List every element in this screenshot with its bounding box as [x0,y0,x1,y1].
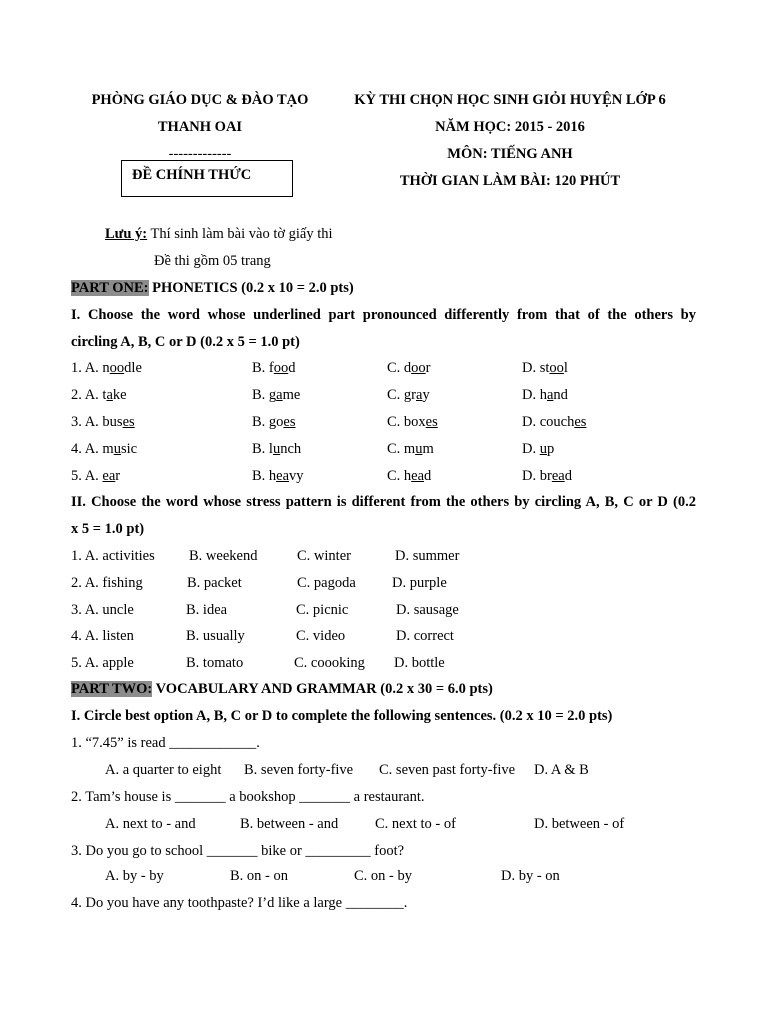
note-line-2: Đề thi gồm 05 trang [154,253,271,269]
exam-duration: THỜI GIAN LÀM BÀI: 120 PHÚT [399,173,621,189]
stress-q4-option-c: C. video [296,628,346,644]
q3-option-b: B. on - on [230,868,288,884]
grammar-instruction: I. Circle best option A, B, C or D to complete the following sentences. (0.2 x 10 = 2.0 pts) [71,708,613,724]
underlined-part: a [106,387,113,403]
stress-q2-option-b: B. packet [187,575,242,591]
phonetics-q1-option-b: B. food [252,360,296,376]
underlined-part: oo [109,360,125,376]
underlined-part: ea [411,468,425,484]
stress-q3-option-a: 3. A. uncle [71,602,134,618]
underlined-part: es [574,414,587,430]
phonetics-q5-option-c: C. head [387,468,432,484]
phonetics-q4-option-b: B. lunch [252,441,302,457]
stress-q3-option-c: C. picnic [296,602,349,618]
exam-title: KỲ THI CHỌN HỌC SINH GIỎI HUYỆN LỚP 6 [354,92,666,108]
phonetics-q1-option-c: C. door [387,360,431,376]
underlined-part: es [283,414,296,430]
phonetics-q3-option-d: D. couches [522,414,587,430]
stress-q1-option-a: 1. A. activities [71,548,155,564]
phonetics-q2-option-b: B. game [252,387,301,403]
stress-q2-option-d: D. purple [392,575,447,591]
note-line-1: Lưu ý: Thí sinh làm bài vào tờ giấy thi [105,226,333,242]
stress-q5-option-d: D. bottle [394,655,445,671]
phonetics-q1-option-d: D. stool [522,360,568,376]
question-4: 4. Do you have any toothpaste? I’d like a large ________. [71,895,408,911]
underlined-part: oo [549,360,564,376]
part-two-heading: PART TWO: VOCABULARY AND GRAMMAR (0.2 x 30 = 6.0 pts) [71,681,493,697]
header-divider: ------------- [168,146,232,162]
underlined-part: oo [273,360,289,376]
underlined-part: a [276,387,283,403]
q2-option-c: C. next to - of [375,816,456,832]
phonetics-instruction-line-2: circling A, B, C or D (0.2 x 5 = 1.0 pt) [71,334,300,350]
q2-option-d: D. between - of [534,816,625,832]
part-one-heading: PART ONE: PHONETICS (0.2 x 10 = 2.0 pts) [71,280,354,296]
phonetics-q3-option-a: 3. A. buses [71,414,135,430]
stress-instruction-line-2: x 5 = 1.0 pt) [71,521,145,537]
underlined-part: ea [551,468,565,484]
stress-q2-option-a: 2. A. fishing [71,575,143,591]
phonetics-q5-option-b: B. heavy [252,468,304,484]
part-two-label: PART TWO: [71,681,153,697]
part-one-label: PART ONE: [71,280,149,296]
stress-q1-option-d: D. summer [395,548,460,564]
q3-option-d: D. by - on [501,868,560,884]
phonetics-q1-option-a: 1. A. noodle [71,360,142,376]
phonetics-q2-option-c: C. gray [387,387,430,403]
stress-q5-option-a: 5. A. apple [71,655,134,671]
underlined-part: u [539,441,547,457]
q3-option-c: C. on - by [354,868,412,884]
underlined-part: u [113,441,121,457]
district-name: THANH OAI [157,119,243,135]
underlined-part: ea [276,468,290,484]
phonetics-q2-option-a: 2. A. take [71,387,127,403]
phonetics-q4-option-d: D. up [522,441,555,457]
question-2: 2. Tam’s house is _______ a bookshop _______ a restaurant. [71,789,425,805]
school-year: NĂM HỌC: 2015 - 2016 [435,119,585,135]
phonetics-q4-option-a: 4. A. music [71,441,138,457]
underlined-part: u [415,441,423,457]
phonetics-instruction-line-1: I. Choose the word whose underlined part pronounced differently from that of the others by [71,307,696,323]
stress-q2-option-c: C. pagoda [297,575,356,591]
stress-q1-option-b: B. weekend [189,548,258,564]
q2-option-b: B. between - and [240,816,339,832]
underlined-part: u [272,441,281,457]
phonetics-q3-option-b: B. goes [252,414,296,430]
underlined-part: a [416,387,423,403]
phonetics-q5-option-a: 5. A. ear [71,468,121,484]
question-1: 1. “7.45” is read ____________. [71,735,260,751]
stress-q4-option-d: D. correct [396,628,454,644]
stress-q5-option-c: C. coooking [294,655,365,671]
stress-q4-option-b: B. usually [186,628,245,644]
underlined-part: es [425,414,438,430]
official-exam-label: ĐỀ CHÍNH THỨC [132,167,252,183]
phonetics-q4-option-c: C. mum [387,441,434,457]
q3-option-a: A. by - by [105,868,164,884]
underlined-part: oo [411,360,426,376]
stress-q5-option-b: B. tomato [186,655,244,671]
note-label: Lưu ý: [105,226,148,242]
phonetics-q5-option-d: D. bread [522,468,572,484]
stress-instruction-line-1: II. Choose the word whose stress pattern is different from the others by circling A, B, C or D (0.2 [71,494,696,510]
q1-option-c: C. seven past forty-five [379,762,516,778]
stress-q4-option-a: 4. A. listen [71,628,134,644]
stress-q3-option-b: B. idea [186,602,228,618]
phonetics-q2-option-d: D. hand [522,387,568,403]
subject: MÔN: TIẾNG ANH [447,146,573,162]
underlined-part: ea [102,468,116,484]
stress-q1-option-c: C. winter [297,548,351,564]
underlined-part: es [122,414,135,430]
q1-option-a: A. a quarter to eight [105,762,222,778]
question-3: 3. Do you go to school _______ bike or _________ foot? [71,843,405,859]
stress-q3-option-d: D. sausage [396,602,459,618]
q2-option-a: A. next to - and [105,816,196,832]
q1-option-d: D. A & B [534,762,589,778]
department-name: PHÒNG GIÁO DỤC & ĐÀO TẠO [91,92,309,108]
underlined-part: a [546,387,554,403]
q1-option-b: B. seven forty-five [244,762,354,778]
phonetics-q3-option-c: C. boxes [387,414,438,430]
